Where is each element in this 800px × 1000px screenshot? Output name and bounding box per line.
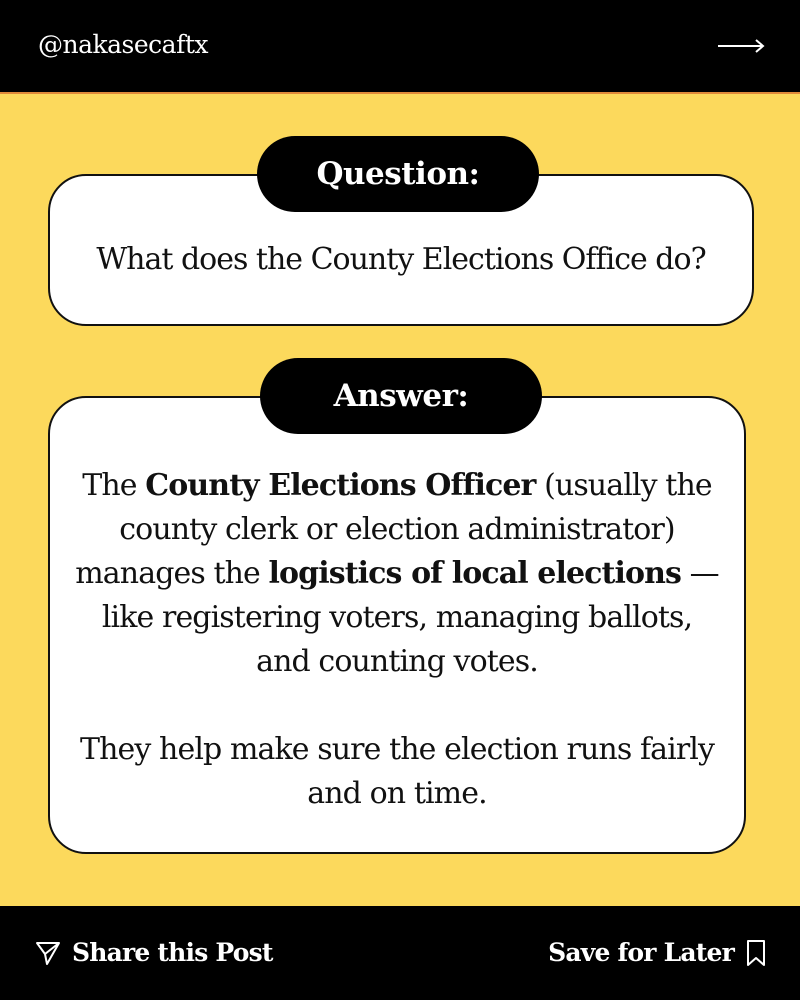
answer-body [72, 464, 722, 816]
send-icon [34, 939, 62, 967]
answer-paragraph-1 [72, 464, 722, 684]
answer-highlight-logistics: logistics of local elections [268, 556, 681, 591]
bookmark-icon [746, 939, 766, 967]
share-button[interactable] [34, 938, 273, 967]
answer-text: — like registering voters, managing ballots, and counting votes. [101, 556, 719, 679]
question-label: Question: [257, 136, 539, 212]
question-text: What does the County Elections Office do? [96, 242, 706, 277]
answer-card [48, 396, 746, 854]
bottom-bar [0, 906, 800, 1000]
answer-text: (usually the county clerk or election administrator) manages the [75, 468, 712, 591]
answer-text: The [82, 468, 146, 503]
save-label: Save for Later [548, 938, 734, 967]
answer-highlight-officer: County Elections Officer [145, 468, 536, 503]
arrow-right-icon[interactable] [716, 36, 766, 56]
save-button[interactable] [548, 938, 766, 967]
share-label: Share this Post [72, 938, 273, 967]
account-handle[interactable]: @nakasecaftx [38, 30, 208, 59]
top-bar [0, 0, 800, 94]
answer-paragraph-2: They help make sure the election runs fairly and on time. [79, 732, 715, 811]
answer-label: Answer: [260, 358, 542, 434]
